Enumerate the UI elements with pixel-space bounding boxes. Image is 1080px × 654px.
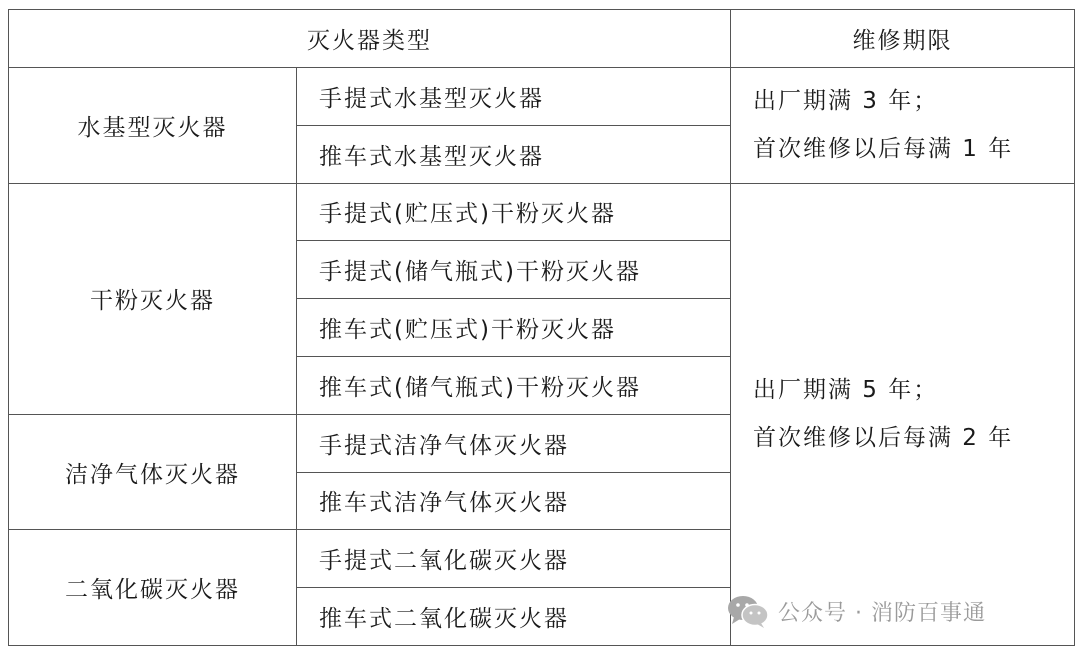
group-name-cell: 干粉灭火器 [9,183,297,414]
period-cell [731,183,1075,645]
period-cell [731,68,1075,184]
maintenance-period-table [8,9,1075,646]
period-line: 首次维修以后每满 2 年 [753,425,1014,452]
extinguisher-cell: 推车式二氧化碳灭火器 [297,588,731,646]
extinguisher-cell: 推车式洁净气体灭火器 [297,472,731,530]
header-row [9,10,1075,68]
extinguisher-cell: 手提式二氧化碳灭火器 [297,530,731,588]
extinguisher-cell: 推车式(储气瓶式)干粉灭火器 [297,356,731,414]
extinguisher-cell: 推车式(贮压式)干粉灭火器 [297,299,731,357]
wechat-icon [726,593,770,629]
group-name-cell: 二氧化碳灭火器 [9,530,297,646]
period-line: 出厂期满 5 年； [753,377,939,404]
extinguisher-cell: 推车式水基型灭火器 [297,125,731,183]
header-type-cell: 灭火器类型 [9,10,731,68]
extinguisher-cell: 手提式洁净气体灭火器 [297,414,731,472]
extinguisher-cell: 手提式(储气瓶式)干粉灭火器 [297,241,731,299]
table-row [9,183,1075,241]
group-name-cell: 洁净气体灭火器 [9,414,297,530]
table-row [9,68,1075,126]
watermark [726,591,986,631]
extinguisher-cell: 手提式水基型灭火器 [297,68,731,126]
period-line: 出厂期满 3 年； [753,88,939,115]
header-period-cell: 维修期限 [731,10,1075,68]
extinguisher-cell: 手提式(贮压式)干粉灭火器 [297,183,731,241]
group-name-cell: 水基型灭火器 [9,68,297,184]
watermark-text: 公众号 · 消防百事通 [778,600,986,626]
period-line: 首次维修以后每满 1 年 [753,136,1014,163]
